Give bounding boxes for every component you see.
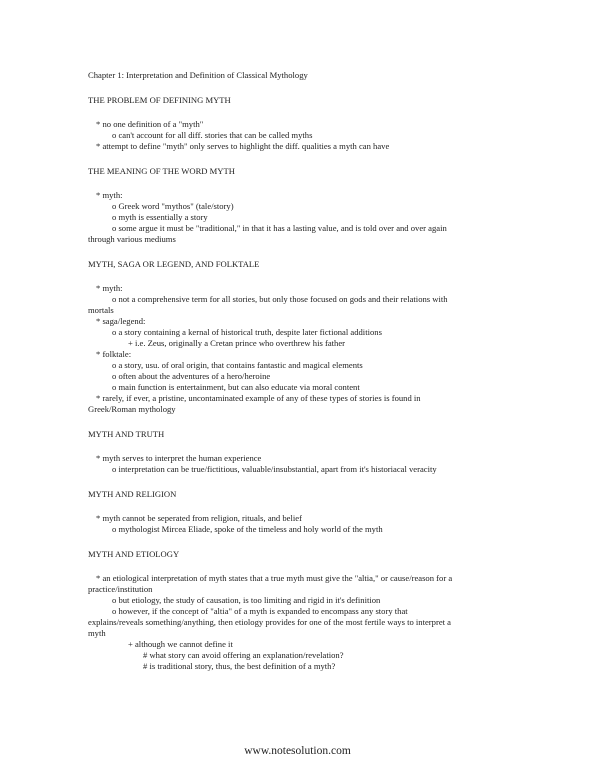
bullet-line: # is traditional story, thus, the best definition of a myth? bbox=[143, 661, 336, 671]
bullet-line: myth bbox=[88, 628, 106, 638]
bullet-line: * folktale: bbox=[96, 349, 132, 359]
bullet-line: o but etiology, the study of causation, is too limiting and rigid in it's definition bbox=[112, 595, 381, 605]
section-heading: MYTH AND ETIOLOGY bbox=[88, 549, 180, 559]
bullet-line: o can't account for all diff. stories that can be called myths bbox=[112, 130, 313, 140]
bullet-line: o a story, usu. of oral origin, that contains fantastic and magical elements bbox=[112, 360, 363, 370]
bullet-line: o often about the adventures of a hero/heroine bbox=[112, 371, 271, 381]
bullet-line: * myth: bbox=[96, 283, 123, 293]
bullet-line: through various mediums bbox=[88, 234, 176, 244]
bullet-line: o not a comprehensive term for all stories, but only those focused on gods and their relations with bbox=[112, 294, 448, 304]
bullet-line: # what story can avoid offering an explanation/revelation? bbox=[143, 650, 344, 660]
bullet-line: o interpretation can be true/fictitious, valuable/insubstantial, apart from it's historiacal veracity bbox=[112, 464, 437, 474]
bullet-line: + i.e. Zeus, originally a Cretan prince who overthrew his father bbox=[128, 338, 345, 348]
bullet-line: + although we cannot define it bbox=[128, 639, 233, 649]
bullet-line: explains/reveals something/anything, then etiology provides for one of the most fertile ways to interpret a bbox=[88, 617, 451, 627]
section bbox=[88, 259, 548, 415]
section bbox=[88, 549, 548, 672]
section bbox=[88, 166, 548, 245]
bullet-line: * myth cannot be seperated from religion, rituals, and belief bbox=[96, 513, 302, 523]
section-heading: THE MEANING OF THE WORD MYTH bbox=[88, 166, 235, 176]
section-heading: MYTH AND RELIGION bbox=[88, 489, 177, 499]
section bbox=[88, 429, 548, 475]
bullet-line: o mythologist Mircea Eliade, spoke of the timeless and holy world of the myth bbox=[112, 524, 383, 534]
bullet-line: * attempt to define "myth" only serves to highlight the diff. qualities a myth can have bbox=[96, 141, 390, 151]
bullet-line: o Greek word "mythos" (tale/story) bbox=[112, 201, 234, 211]
bullet-line: o some argue it must be "traditional," in that it has a lasting value, and is told over and over again bbox=[112, 223, 447, 233]
bullet-line: * no one definition of a "myth" bbox=[96, 119, 204, 129]
bullet-line: o however, if the concept of "altia" of a myth is expanded to encompass any story that bbox=[112, 606, 408, 616]
section-heading: MYTH AND TRUTH bbox=[88, 429, 165, 439]
bullet-line: * rarely, if ever, a pristine, uncontaminated example of any of these types of stories is found in bbox=[96, 393, 421, 403]
bullet-line: * myth: bbox=[96, 190, 123, 200]
bullet-line: practice/institution bbox=[88, 584, 153, 594]
document-page bbox=[88, 70, 548, 686]
section-heading: THE PROBLEM OF DEFINING MYTH bbox=[88, 95, 231, 105]
bullet-line: * an etiological interpretation of myth states that a true myth must give the "altia," or cause/reason for a bbox=[96, 573, 453, 583]
bullet-line: o a story containing a kernal of historical truth, despite later fictional additions bbox=[112, 327, 382, 337]
section bbox=[88, 95, 548, 152]
chapter-title: Chapter 1: Interpretation and Definition of Classical Mythology bbox=[88, 70, 308, 80]
footer-watermark: www.notesolution.com bbox=[244, 745, 351, 757]
bullet-line: Greek/Roman mythology bbox=[88, 404, 176, 414]
bullet-line: o main function is entertainment, but can also educate via moral content bbox=[112, 382, 360, 392]
section bbox=[88, 489, 548, 535]
bullet-line: * myth serves to interpret the human experience bbox=[96, 453, 262, 463]
bullet-line: * saga/legend: bbox=[96, 316, 146, 326]
bullet-line: mortals bbox=[88, 305, 114, 315]
bullet-line: o myth is essentially a story bbox=[112, 212, 208, 222]
sections-container bbox=[88, 95, 548, 672]
section-heading: MYTH, SAGA OR LEGEND, AND FOLKTALE bbox=[88, 259, 260, 269]
